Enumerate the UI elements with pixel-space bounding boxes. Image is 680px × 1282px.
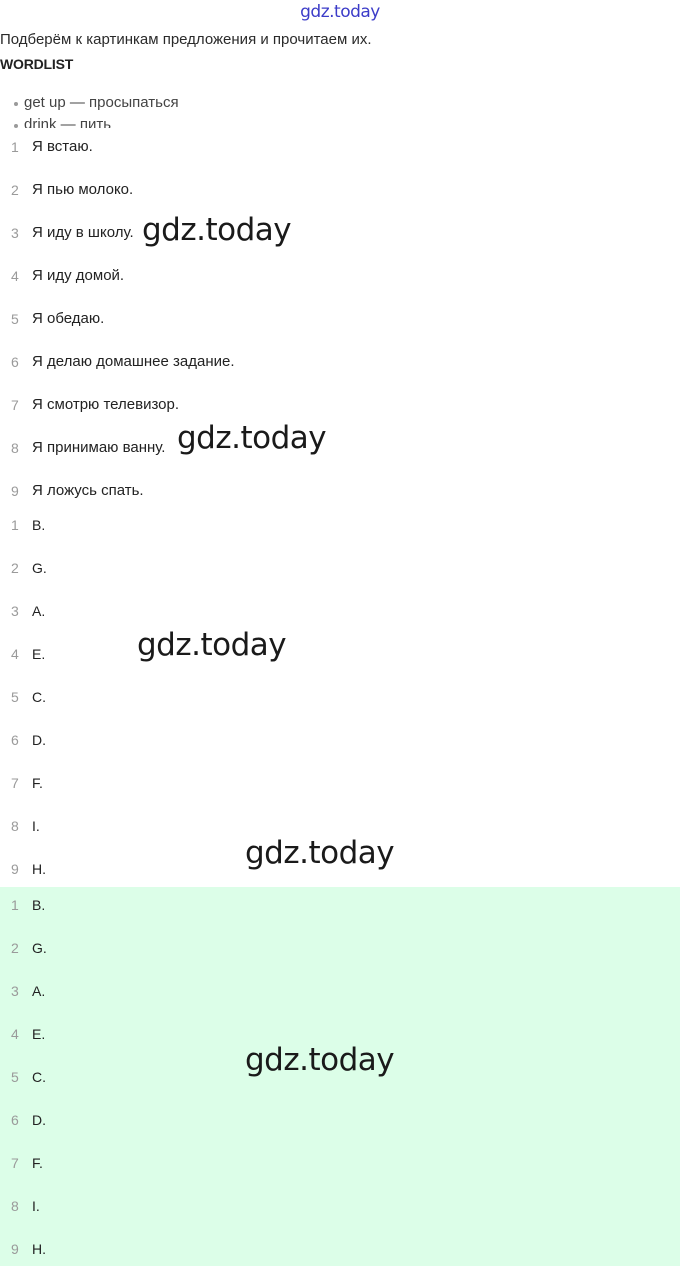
answer-letter: B.: [32, 517, 46, 533]
item-number: 3: [11, 983, 19, 999]
wordlist-item: [0, 114, 400, 128]
item-number: 9: [11, 483, 19, 499]
answer-letter: H.: [32, 861, 46, 877]
watermark: gdz.today: [142, 212, 292, 248]
list-item: [0, 981, 680, 1024]
sentence-text: Я принимаю ванну.: [32, 439, 166, 456]
answer-letter: G.: [32, 560, 47, 576]
item-number: 4: [11, 646, 19, 662]
sentence-text: Я смотрю телевизор.: [32, 396, 180, 413]
item-number: 8: [11, 440, 19, 456]
list-item: [0, 730, 680, 773]
list-item: [0, 223, 680, 266]
sentence-text: Я обедаю.: [32, 310, 105, 327]
item-number: 5: [11, 1069, 19, 1085]
watermark: gdz.today: [245, 1042, 395, 1078]
watermark: gdz.today: [177, 420, 327, 456]
item-number: 2: [11, 560, 19, 576]
item-number: 9: [11, 1241, 19, 1257]
item-number: 6: [11, 1112, 19, 1128]
list-item: [0, 1196, 680, 1239]
answer-letter: F.: [32, 1155, 43, 1171]
answer-letter: E.: [32, 1026, 46, 1042]
item-number: 2: [11, 940, 19, 956]
item-number: 3: [11, 603, 19, 619]
list-item: [0, 773, 680, 816]
list-item: [0, 309, 680, 352]
list-item: [0, 601, 680, 644]
list-item: [0, 266, 680, 309]
item-number: 4: [11, 268, 19, 284]
item-number: 2: [11, 182, 19, 198]
item-number: 1: [11, 517, 19, 533]
item-number: 3: [11, 225, 19, 241]
item-number: 4: [11, 1026, 19, 1042]
task-instruction: Подберём к картинкам предложения и прочитаем их.: [0, 31, 372, 48]
wordlist-item: [0, 92, 400, 114]
list-item: [0, 644, 680, 687]
wordlist-heading: WORDLIST: [0, 56, 74, 72]
answer-letter: H.: [32, 1241, 46, 1257]
sentence-text: Я встаю.: [32, 138, 93, 155]
answer-letter: E.: [32, 646, 46, 662]
answer-letter: G.: [32, 940, 47, 956]
wordlist-item-text: get up — просыпаться: [24, 94, 179, 111]
item-number: 7: [11, 775, 19, 791]
sentence-text: Я иду домой.: [32, 267, 125, 284]
list-item: [0, 352, 680, 395]
list-item: [0, 1153, 680, 1196]
list-item: [0, 515, 680, 558]
answer-letter: C.: [32, 689, 46, 705]
watermark: gdz.today: [137, 627, 287, 663]
list-item: [0, 687, 680, 730]
answer-letter: C.: [32, 1069, 46, 1085]
sentence-list: [0, 137, 680, 524]
top-watermark: gdz.today: [300, 2, 380, 22]
item-number: 5: [11, 311, 19, 327]
list-item: [0, 558, 680, 601]
sentence-text: Я делаю домашнее задание.: [32, 353, 235, 370]
item-number: 8: [11, 818, 19, 834]
list-item: [0, 180, 680, 223]
item-number: 1: [11, 897, 19, 913]
answer-letter: A.: [32, 983, 46, 999]
list-item: [0, 895, 680, 938]
item-number: 1: [11, 139, 19, 155]
watermark: gdz.today: [245, 835, 395, 871]
answer-letter: I.: [32, 818, 40, 834]
list-item: [0, 1110, 680, 1153]
item-number: 9: [11, 861, 19, 877]
item-number: 5: [11, 689, 19, 705]
wordlist: [0, 92, 400, 128]
list-item: [0, 395, 680, 438]
answer-letter: I.: [32, 1198, 40, 1214]
list-item: [0, 1239, 680, 1282]
item-number: 7: [11, 397, 19, 413]
item-number: 8: [11, 1198, 19, 1214]
wordlist-item-text: drink — пить: [24, 116, 112, 128]
sentence-text: Я иду в школу.: [32, 224, 134, 241]
answer-letter: A.: [32, 603, 46, 619]
list-item: [0, 137, 680, 180]
answer-letter: B.: [32, 897, 46, 913]
sentence-text: Я ложусь спать.: [32, 482, 144, 499]
list-item: [0, 438, 680, 481]
sentence-text: Я пью молоко.: [32, 181, 134, 198]
answer-letter: D.: [32, 732, 46, 748]
item-number: 6: [11, 354, 19, 370]
answer-letter: D.: [32, 1112, 46, 1128]
answer-letter: F.: [32, 775, 43, 791]
item-number: 7: [11, 1155, 19, 1171]
item-number: 6: [11, 732, 19, 748]
highlighted-answer-list: [0, 895, 680, 1282]
list-item: [0, 938, 680, 981]
